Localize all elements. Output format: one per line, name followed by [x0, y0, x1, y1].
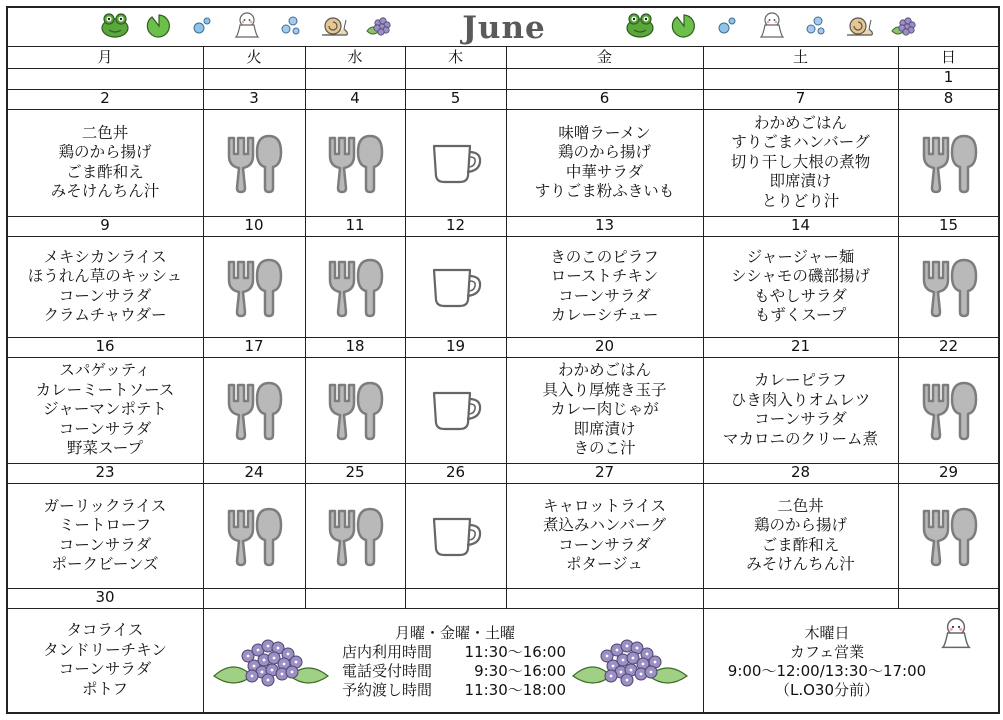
spoon-icon: [952, 383, 976, 439]
menu-item: もやしサラダ: [754, 286, 847, 305]
day-number: 3: [249, 89, 259, 107]
day-number: 17: [244, 337, 264, 355]
menu-cell: [506, 357, 703, 463]
menu-cell: [506, 109, 703, 216]
menu-item: メキシカンライス: [43, 247, 167, 266]
menu-item: 二色丼: [81, 123, 129, 142]
fork-icon: [924, 511, 948, 565]
menu-item: 鶏のから揚げ: [58, 143, 152, 161]
teru-teru-bozu-icon: [232, 11, 262, 39]
water-drop-icon: [713, 11, 743, 39]
day-number: 27: [594, 463, 615, 481]
menu-cell: [703, 236, 898, 337]
day-number: 6: [599, 89, 610, 107]
weekday-label: 金: [596, 48, 612, 66]
menu-item: ごま酢和え: [761, 535, 840, 554]
grid-col-line: [898, 46, 899, 608]
fork-icon: [229, 262, 253, 316]
menu-cell: [703, 109, 898, 216]
cup-icon: [431, 387, 485, 433]
water-drop-icon: [188, 11, 218, 39]
spoon-icon: [257, 260, 281, 316]
menu-cell: [7, 608, 203, 712]
menu-item: タコライス: [66, 621, 144, 639]
cafe-subtitle: カフェ営業: [789, 643, 865, 661]
teru-teru-bozu-icon: [938, 616, 974, 650]
hours-time: 11:30〜18:00: [464, 681, 566, 699]
menu-item: ひき肉入りオムレツ: [730, 390, 871, 409]
cutlery-icon: [324, 379, 386, 441]
fork-icon: [330, 511, 354, 565]
hours-time: 9:30〜16:00: [474, 662, 566, 680]
day-number: 9: [100, 216, 110, 234]
day-number: 28: [790, 463, 811, 481]
fork-icon: [330, 385, 354, 439]
day-number: 30: [95, 588, 115, 606]
menu-item: コーンサラダ: [58, 286, 152, 305]
cutlery-icon: [918, 379, 980, 441]
menu-item: コーンサラダ: [58, 535, 152, 554]
info-title: 月曜・金曜・土曜: [394, 624, 515, 642]
day-number: 11: [345, 216, 365, 234]
cafe-hours: 9:00〜12:00/13:30〜17:00: [727, 662, 927, 680]
menu-item: シシャモの磯部揚げ: [731, 267, 870, 285]
menu-item: ポトフ: [81, 679, 129, 698]
hours-time: 11:30〜16:00: [464, 643, 566, 661]
teru-teru-bozu-icon: [938, 616, 974, 650]
decoration-left: [100, 10, 394, 40]
day-number: 14: [790, 216, 811, 234]
hydrangea-icon: [889, 11, 919, 39]
hours-label: 予約渡し時間: [342, 681, 433, 699]
menu-item: すりごまハンバーグ: [731, 133, 870, 152]
day-number: 20: [594, 337, 615, 355]
frog-icon: [100, 11, 130, 39]
menu-cell: [7, 357, 203, 463]
spoon-icon: [952, 260, 976, 316]
menu-cell: [506, 236, 703, 337]
spoon-icon: [257, 509, 281, 565]
menu-item: コーンサラダ: [58, 419, 152, 438]
menu-item: ポタージュ: [566, 555, 643, 573]
menu-item: 具入り厚焼き玉子: [542, 380, 667, 399]
spoon-icon: [358, 509, 382, 565]
menu-cell: [506, 483, 703, 588]
menu-item: 鶏のから揚げ: [557, 143, 651, 161]
day-number: 8: [943, 89, 954, 107]
cafe-note: （L.O30分前）: [774, 681, 880, 699]
menu-item: 二色丼: [777, 496, 824, 515]
menu-item: もずくスープ: [754, 306, 847, 324]
cutlery-icon: [324, 505, 386, 567]
teru-teru-bozu-icon: [757, 11, 787, 39]
day-number: 4: [350, 89, 360, 107]
lily-pad-icon: [669, 11, 699, 39]
day-number: 29: [938, 463, 959, 481]
menu-item: 野菜スープ: [67, 439, 143, 458]
cutlery-icon: [223, 132, 285, 194]
fork-icon: [330, 138, 354, 192]
menu-item: コーンサラダ: [558, 286, 651, 305]
menu-item: キャロットライス: [542, 496, 667, 515]
snail-icon: [845, 11, 875, 39]
menu-item: わかめごはん: [557, 361, 651, 380]
cutlery-icon: [324, 132, 386, 194]
spoon-icon: [952, 509, 976, 565]
day-number: 10: [244, 216, 264, 234]
menu-item: ほうれん草のキッシュ: [27, 267, 183, 285]
menu-item: カレーミートソース: [35, 380, 175, 399]
cutlery-icon: [324, 256, 386, 318]
weekday-label: 月: [97, 48, 113, 66]
grid-col-line: [405, 46, 406, 608]
weekday-label: 日: [940, 48, 956, 66]
raindrops-icon: [276, 11, 306, 39]
menu-cell: [7, 483, 203, 588]
weekday-label: 水: [347, 48, 363, 66]
menu-item: コーンサラダ: [558, 535, 651, 554]
lily-pad-icon: [144, 11, 174, 39]
menu-item: スパゲッティ: [59, 361, 151, 380]
menu-item: ジャーマンポテト: [43, 400, 167, 419]
spoon-icon: [358, 260, 382, 316]
menu-cell: [703, 483, 898, 588]
day-number: 21: [790, 337, 811, 355]
raindrops-icon: [801, 11, 831, 39]
day-number: 18: [345, 337, 365, 355]
grid-col-line: [203, 46, 204, 712]
menu-item: ジャージャー麺: [746, 247, 855, 266]
fork-icon: [229, 511, 253, 565]
weekday-label: 火: [246, 48, 262, 66]
fork-icon: [330, 262, 354, 316]
day-number: 7: [795, 89, 806, 107]
menu-item: カレーシチュー: [550, 306, 659, 324]
menu-item: 即席漬け: [573, 419, 636, 438]
menu-item: カレーピラフ: [753, 371, 847, 389]
menu-item: ガーリックライス: [43, 496, 167, 515]
day-number: 12: [445, 216, 466, 234]
spoon-icon: [952, 136, 976, 192]
day-number: 22: [938, 337, 959, 355]
day-number: 23: [95, 463, 115, 481]
cutlery-icon: [223, 256, 285, 318]
menu-item: コーンサラダ: [754, 410, 847, 428]
day-number: 26: [445, 463, 466, 481]
fork-icon: [229, 385, 253, 439]
weekday-label: 木: [447, 48, 463, 66]
menu-item: マカロニのクリーム煮: [722, 429, 878, 448]
menu-item: きのこ汁: [573, 439, 636, 458]
menu-item: 煮込みハンバーグ: [543, 516, 666, 534]
day-number: 13: [594, 216, 615, 234]
menu-item: すりごま粉ふきいも: [534, 182, 675, 200]
frog-icon: [625, 11, 655, 39]
menu-item: 切り干し大根の煮物: [730, 152, 871, 171]
menu-item: ミートローフ: [58, 516, 152, 534]
menu-item: 味噌ラーメン: [558, 123, 651, 142]
menu-item: とりどり汁: [761, 191, 840, 210]
weekday-label: 土: [792, 48, 808, 66]
spoon-icon: [257, 383, 281, 439]
menu-item: ローストチキン: [550, 267, 659, 285]
menu-cell: [7, 236, 203, 337]
cutlery-icon: [223, 379, 285, 441]
decoration-right: [625, 10, 919, 40]
grid-col-line: [305, 46, 306, 608]
day-number: 19: [445, 337, 466, 355]
cup-icon: [431, 140, 485, 186]
cutlery-icon: [918, 132, 980, 194]
menu-item: みそけんちん汁: [50, 182, 160, 200]
menu-item: クラムチャウダー: [43, 306, 167, 324]
menu-item: 鶏のから揚げ: [753, 516, 847, 534]
menu-cell: [7, 109, 203, 216]
snail-icon: [320, 11, 350, 39]
fork-icon: [924, 385, 948, 439]
menu-item: きのこのピラフ: [550, 247, 659, 266]
menu-item: ポークビーンズ: [51, 555, 159, 573]
menu-item: 中華サラダ: [565, 162, 644, 181]
menu-item: タンドリーチキン: [43, 640, 167, 659]
spoon-icon: [358, 136, 382, 192]
month-title: June: [462, 10, 546, 46]
cutlery-icon: [918, 505, 980, 567]
menu-cell: [703, 357, 898, 463]
hours-label: 店内利用時間: [342, 643, 433, 661]
cafe-title: 木曜日: [804, 624, 850, 642]
hydrangea-icon: [571, 636, 689, 692]
fork-icon: [229, 138, 253, 192]
day-number: 24: [244, 463, 264, 481]
day-number: 15: [938, 216, 959, 234]
grid-row-line: [6, 68, 1000, 69]
day-number: 25: [345, 463, 365, 481]
menu-item: ごま酢和え: [66, 162, 144, 181]
hydrangea-icon: [212, 636, 330, 692]
menu-item: みそけんちん汁: [746, 555, 855, 573]
day-number: 16: [95, 337, 115, 355]
cup-icon: [431, 264, 485, 310]
fork-icon: [924, 262, 948, 316]
day-number: 2: [100, 89, 110, 107]
hydrangea-icon: [364, 11, 394, 39]
spoon-icon: [358, 383, 382, 439]
day-number: 5: [450, 89, 461, 107]
spoon-icon: [257, 136, 281, 192]
cutlery-icon: [918, 256, 980, 318]
menu-item: わかめごはん: [753, 113, 847, 132]
cutlery-icon: [223, 505, 285, 567]
menu-item: 即席漬け: [769, 172, 832, 191]
day-number: 1: [943, 68, 954, 86]
cup-icon: [431, 513, 485, 559]
menu-item: カレー肉じゃが: [550, 400, 659, 419]
hours-label: 電話受付時間: [342, 662, 433, 680]
menu-item: コーンサラダ: [58, 660, 152, 678]
fork-icon: [924, 138, 948, 192]
